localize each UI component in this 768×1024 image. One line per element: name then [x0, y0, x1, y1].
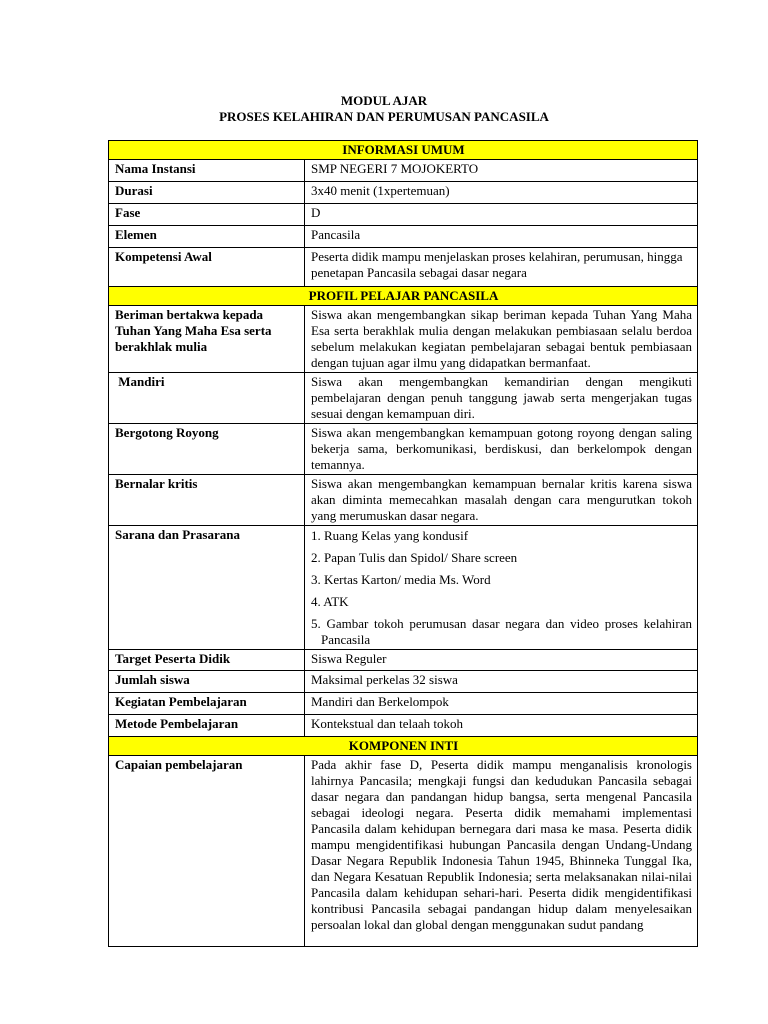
capaian-text: Pada akhir fase D, Peserta didik mampu menganalisis kronologis lahirnya Pancasila; mengkaji fungsi dan kedudukan Pancasila sebagai dasar negara dan pandangan hidup bangsa, serta mengenal Pancasila sebagai ideologi negara. Peserta didik memahami implementasi Pancasila dalam kehidupan bernegara dari masa ke masa. Peserta didik mampu mengidentifikasi hubungan Pancasila dengan Undang-Undang Dasar Negara Republik Indonesia Tahun 1945, Bhinneka Tunggal Ika, dan Negara Kesatuan Republik Indonesia; serta melaksanakan nilai-nilai Pancasila dalam kehidupan sehari-hari. Peserta didik mengidentifikasi kontribusi Pancasila sebagai pandangan hidup dalam menyelesaikan persoalan lokal dan global dengan menggunakan sudut pandang — [311, 757, 692, 932]
row-value: Pancasila — [305, 226, 698, 248]
list-item: 5. Gambar tokoh perumusan dasar negara dan video proses kelahiran Pancasila — [311, 616, 692, 647]
row-value — [305, 756, 698, 947]
row-value: Siswa akan mengembangkan kemampuan bernalar kritis karena siswa akan diminta memecahkan masalah dengan cara mengurutkan tokoh yang merumuskan dasar negara. — [305, 475, 698, 526]
table-row — [109, 693, 698, 715]
row-label: Metode Pembelajaran — [109, 715, 305, 737]
row-value: 3x40 menit (1xpertemuan) — [305, 182, 698, 204]
row-label: Bernalar kritis — [109, 475, 305, 526]
list-item: 1. Ruang Kelas yang kondusif — [311, 528, 469, 543]
row-label: Jumlah siswa — [109, 671, 305, 693]
sarana-list — [305, 526, 698, 650]
row-label: Elemen — [109, 226, 305, 248]
row-label: Fase — [109, 204, 305, 226]
row-label: Mandiri — [109, 373, 305, 424]
table-row — [109, 226, 698, 248]
row-value: Mandiri dan Berkelompok — [305, 693, 698, 715]
row-label: Sarana dan Prasarana — [109, 526, 305, 650]
row-value: D — [305, 204, 698, 226]
row-label: Target Peserta Didik — [109, 650, 305, 671]
table-row — [109, 756, 698, 947]
row-value: Siswa akan mengembangkan kemampuan gotong royong dengan saling bekerja sama, berkomunikasi, berdiskusi, dan berkelompok dengan temannya. — [305, 424, 698, 475]
document-subtitle: PROSES KELAHIRAN DAN PERUMUSAN PANCASILA — [219, 109, 549, 124]
row-value: Maksimal perkelas 32 siswa — [305, 671, 698, 693]
row-label: Kompetensi Awal — [109, 248, 305, 287]
row-label: Durasi — [109, 182, 305, 204]
table-row — [109, 526, 698, 650]
table-row — [109, 650, 698, 671]
table-row — [109, 475, 698, 526]
row-value: Siswa akan mengembangkan sikap beriman kepada Tuhan Yang Maha Esa serta berakhlak mulia dengan melakukan pembiasaan selalu berdoa sebelum melakukan kegiatan pembelajaran sebagai bentuk pembiasaan dengan tujuan agar ilmu yang didapatkan bermanfaat. — [305, 306, 698, 373]
table-row — [109, 204, 698, 226]
table-row — [109, 182, 698, 204]
row-label: Bergotong Royong — [109, 424, 305, 475]
table-row — [109, 424, 698, 475]
row-label: Capaian pembelajaran — [109, 756, 305, 947]
table-row — [109, 715, 698, 737]
module-table — [108, 140, 698, 947]
row-value: Kontekstual dan telaah tokoh — [305, 715, 698, 737]
table-row — [109, 248, 698, 287]
section-header-informasi-umum: INFORMASI UMUM — [109, 141, 698, 160]
document-title: MODUL AJAR — [340, 93, 428, 108]
row-value: Siswa akan mengembangkan kemandirian dengan mengikuti pembelajaran dengan penuh tanggung jawab serta mengerjakan tugas sesuai dengan kemampuan diri. — [305, 373, 698, 424]
table-row — [109, 306, 698, 373]
table-row — [109, 671, 698, 693]
table-row — [109, 160, 698, 182]
section-header-profil: PROFIL PELAJAR PANCASILA — [109, 287, 698, 306]
list-item: 2. Papan Tulis dan Spidol/ Share screen — [311, 550, 518, 565]
row-value: Siswa Reguler — [305, 650, 698, 671]
row-label: Kegiatan Pembelajaran — [109, 693, 305, 715]
row-value: Peserta didik mampu menjelaskan proses kelahiran, perumusan, hingga penetapan Pancasila sebagai dasar negara — [305, 248, 698, 287]
row-value: SMP NEGERI 7 MOJOKERTO — [305, 160, 698, 182]
row-label: Nama Instansi — [109, 160, 305, 182]
table-row — [109, 373, 698, 424]
list-item: 4. ATK — [311, 594, 349, 609]
list-item: 3. Kertas Karton/ media Ms. Word — [311, 572, 491, 587]
section-header-komponen-inti: KOMPONEN INTI — [109, 737, 698, 756]
row-label: Beriman bertakwa kepada Tuhan Yang Maha Esa serta berakhlak mulia — [109, 306, 305, 373]
